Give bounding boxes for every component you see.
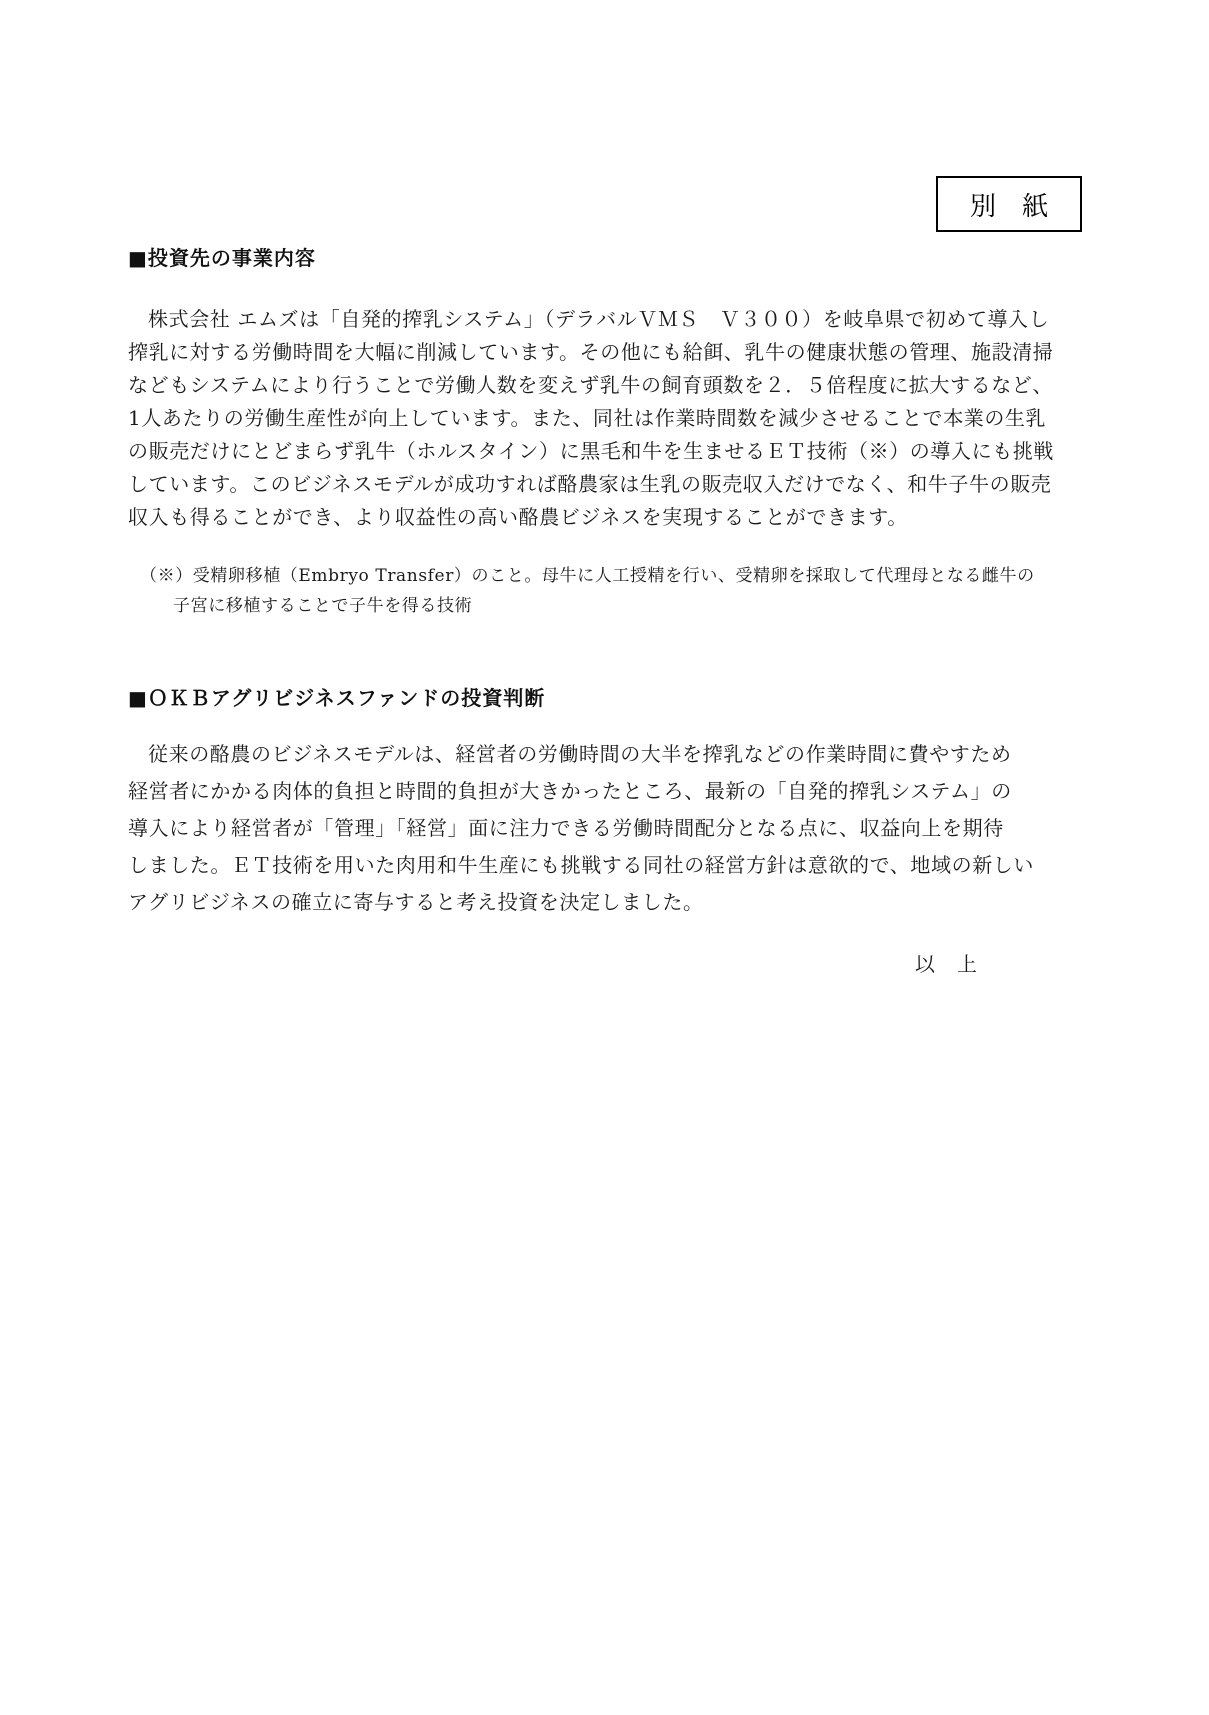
paragraph-line: などもシステムにより行うことで労働人数を変えず乳牛の飼育頭数を２．５倍程度に拡大するなど、 <box>128 373 1053 397</box>
paragraph-line: 経営者にかかる肉体的負担と時間的負担が大きかったところ、最新の「自発的搾乳システム」の <box>128 779 1012 803</box>
paragraph-line: の販売だけにとどまらず乳牛（ホルスタイン）に黒毛和牛を生ませるＥＴ技術（※）の導入にも挑戦 <box>128 439 1054 463</box>
paragraph-line: 導入により経営者が「管理」「経営」面に注力できる労働時間配分となる点に、収益向上を期待 <box>128 816 1004 840</box>
paragraph-line: アグリビジネスの確立に寄与すると考え投資を決定しました。 <box>128 890 704 914</box>
paragraph-line: 従来の酪農のビジネスモデルは、経営者の労働時間の大半を搾乳などの作業時間に費やすため <box>148 742 1012 766</box>
section1-paragraph <box>128 303 1086 534</box>
paragraph-line: しています。このビジネスモデルが成功すれば酪農家は生乳の販売収入だけでなく、和牛子牛の販売 <box>128 472 1052 496</box>
paragraph-line: 収入も得ることができ、より収益性の高い酪農ビジネスを実現することができます。 <box>128 505 908 529</box>
footnote-line: 子宮に移植することで子牛を得る技術 <box>173 596 473 616</box>
paragraph-line: しました。ＥＴ技術を用いた肉用和牛生産にも挑戦する同社の経営方針は意欲的で、地域の新しい <box>128 853 1034 877</box>
paragraph-line: 株式会社 エムズは「自発的搾乳システム」（デラバルＶＭＳ Ｖ３００）を岐阜県で初めて導入し <box>148 307 1050 331</box>
attachment-label-box <box>936 176 1082 232</box>
section2-paragraph <box>128 736 1086 921</box>
attachment-label: 別 紙 <box>969 191 1048 222</box>
section2-heading: ■ＯＫＢアグリビジネスファンドの投資判断 <box>128 686 546 710</box>
footnote-line: （※）受精卵移植（Embryo Transfer）のこと。母牛に人工授精を行い、受精卵を採取して代理母となる雌牛の <box>140 566 1035 586</box>
closing-text: 以 上 <box>915 952 978 976</box>
section1-heading: ■投資先の事業内容 <box>128 246 316 270</box>
paragraph-line: 搾乳に対する労働時間を大幅に削減しています。その他にも給餌、乳牛の健康状態の管理、施設清掃 <box>128 340 1054 364</box>
footnote <box>140 561 1080 621</box>
paragraph-line: 1人あたりの労働生産性が向上しています。また、同社は作業時間数を減少させることで本業の生乳 <box>128 406 1047 430</box>
